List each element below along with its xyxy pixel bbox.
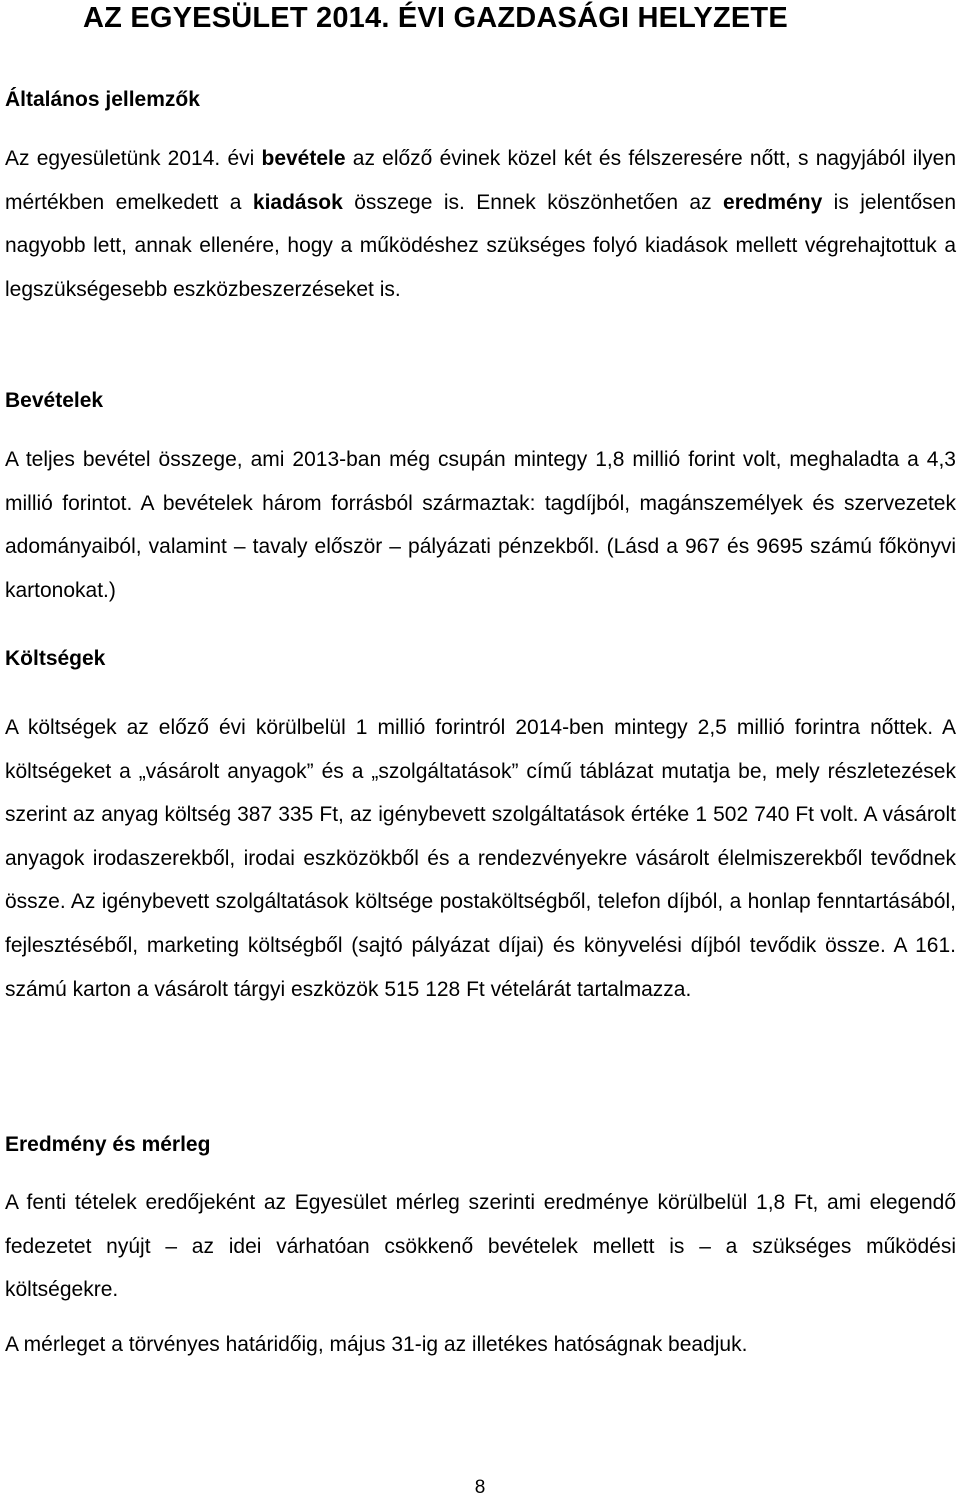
text-run: Az egyesületünk 2014. évi xyxy=(5,147,262,170)
paragraph-income: A teljes bevétel összege, ami 2013-ban még csupán mintegy 1,8 millió forint volt, meghaladta a 4,3 millió forintot. A bevételek három forrásból származtak: tagdíjból, magánszemélyek és szervezetek adományaiból, valamint – tavaly először – pályázati pénzekből. (Lásd a 967 és 9695 számú főkönyvi kartonokat.) xyxy=(5,448,956,602)
paragraph-filing: A mérleget a törvényes határidőig, május 31-ig az illetékes hatóságnak beadjuk. xyxy=(5,1333,748,1356)
text-run: összege is. Ennek köszönhetően az xyxy=(342,190,724,214)
paragraph-general xyxy=(5,137,956,311)
page-number: 8 xyxy=(474,1477,486,1498)
bold-term-expenses: kiadások xyxy=(252,190,343,214)
text-run: is jelentősen nagyobb lett, annak ellenére, hogy a működéshez szükséges folyó kiadások mellett végrehajtottuk a legszükségesebb eszközbeszerzéseket is. xyxy=(5,190,957,301)
heading-general: Általános jellemzők xyxy=(5,88,200,111)
bold-term-income: bevétele xyxy=(261,147,346,170)
paragraph-costs: A költségek az előző évi körülbelül 1 millió forintról 2014-ben mintegy 2,5 millió forintra nőttek. A költségeket a „vásárolt anyagok” és a „szolgáltatások” című táblázat mutatja be, mely részletezések szerint az anyag költség 387 335 Ft, az igénybevett szolgáltatások értéke 1 502 740 Ft volt. A vásárolt anyagok irodaszerekből, irodai eszközökből és a rendezvényekre vásárolt élelmiszerekből tevődnek össze. Az igénybevett szolgáltatások költsége postaköltségből, telefon díjból, a honlap fenntartásából, fejlesztéséből, marketing költségből (sajtó pályázat díjai) és könyvelési díjból tevődik össze. A 161. számú karton a vásárolt tárgyi eszközök 515 128 Ft vételárát tartalmazza. xyxy=(5,716,956,1001)
heading-result: Eredmény és mérleg xyxy=(5,1133,211,1156)
document-title: AZ EGYESÜLET 2014. ÉVI GAZDASÁGI HELYZETE xyxy=(83,2,788,34)
heading-costs: Költségek xyxy=(5,647,106,670)
paragraph-result: A fenti tételek eredőjeként az Egyesület mérleg szerinti eredménye körülbelül 1,8 Ft, ami elegendő fedezetet nyújt – az idei várhatóan csökkenő bevételek mellett is – a szükséges működési költségekre. xyxy=(5,1191,956,1302)
text-run: az előző évinek közel két és félszeresére nőtt, s nagyjából ilyen mértékben emelkedett a xyxy=(5,147,956,214)
bold-term-result: eredmény xyxy=(723,190,823,214)
heading-income: Bevételek xyxy=(5,389,104,412)
